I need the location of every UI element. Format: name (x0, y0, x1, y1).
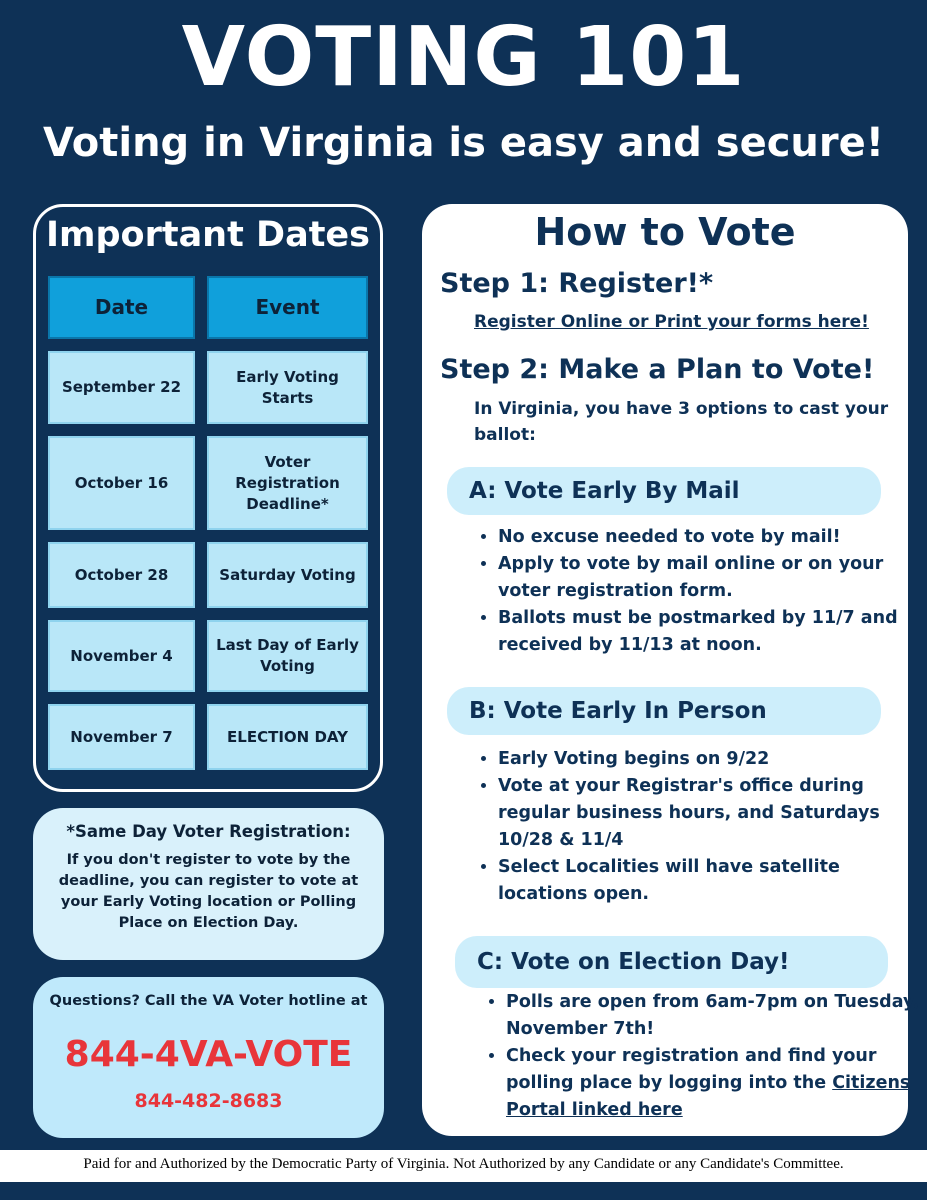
table-cell-date: October 16 (48, 436, 195, 530)
same-day-registration-title: *Same Day Voter Registration: (66, 822, 351, 841)
list-item: • Apply to vote by mail online or on your voter registration form. (498, 551, 922, 605)
list-item (506, 1043, 922, 1124)
list-item: • Polls are open from 6am-7pm on Tuesday, November 7th! (506, 989, 922, 1043)
footer-disclaimer: Paid for and Authorized by the Democratic Party of Virginia. Not Authorized by any Candidate or any Candidate's Committee. (83, 1156, 844, 1172)
table-cell-event: Saturday Voting (207, 542, 368, 608)
option-c-list (482, 989, 922, 1124)
table-cell-date: September 22 (48, 351, 195, 424)
table-cell-event: Voter Registration Deadline* (207, 436, 368, 530)
how-to-vote-heading: How to Vote (534, 210, 796, 254)
same-day-registration-text: If you don't register to vote by the deadline, you can register to vote at your Early Voting location or Polling Place on Election Day. (58, 852, 359, 931)
list-item: • Ballots must be postmarked by 11/7 and received by 11/13 at noon. (498, 605, 922, 659)
hotline-label: Questions? Call the VA Voter hotline at (49, 993, 368, 1009)
option-b-title: B: Vote Early In Person (447, 687, 881, 735)
step2-title: Step 2: Make a Plan to Vote! (440, 354, 875, 385)
option-a-title: A: Vote Early By Mail (447, 467, 881, 515)
option-b-list (474, 746, 922, 908)
option-c-title: C: Vote on Election Day! (455, 936, 888, 988)
event-column-header: Event (207, 276, 368, 339)
list-item-text: Check your registration and find your polling place by logging into the (506, 1046, 877, 1093)
option-a-list (474, 524, 922, 659)
register-link[interactable]: Register Online or Print your forms here! (474, 312, 869, 332)
list-item: • No excuse needed to vote by mail! (498, 524, 922, 551)
citizens-portal-link[interactable]: Citizens Portal linked here (506, 1073, 911, 1120)
date-column-header: Date (48, 276, 195, 339)
table-cell-date: November 7 (48, 704, 195, 770)
hotline-digits[interactable]: 844-482-8683 (134, 1090, 283, 1112)
step1-title: Step 1: Register!* (440, 268, 714, 299)
table-cell-event: Last Day of Early Voting (207, 620, 368, 692)
page-subtitle: Voting in Virginia is easy and secure! (43, 120, 884, 166)
table-cell-event: Early Voting Starts (207, 351, 368, 424)
list-item: • Early Voting begins on 9/22 (498, 746, 922, 773)
important-dates-heading: Important Dates (45, 215, 370, 255)
page-title: VOTING 101 (181, 10, 746, 105)
list-item: • Vote at your Registrar's office during regular business hours, and Saturdays 10/28 & 11/4 (498, 773, 922, 854)
table-cell-date: October 28 (48, 542, 195, 608)
list-item: • Select Localities will have satellite locations open. (498, 854, 922, 908)
table-cell-event: ELECTION DAY (207, 704, 368, 770)
table-cell-date: November 4 (48, 620, 195, 692)
step2-intro: In Virginia, you have 3 options to cast your ballot: (474, 399, 889, 445)
hotline-number[interactable]: 844-4VA-VOTE (64, 1034, 353, 1075)
